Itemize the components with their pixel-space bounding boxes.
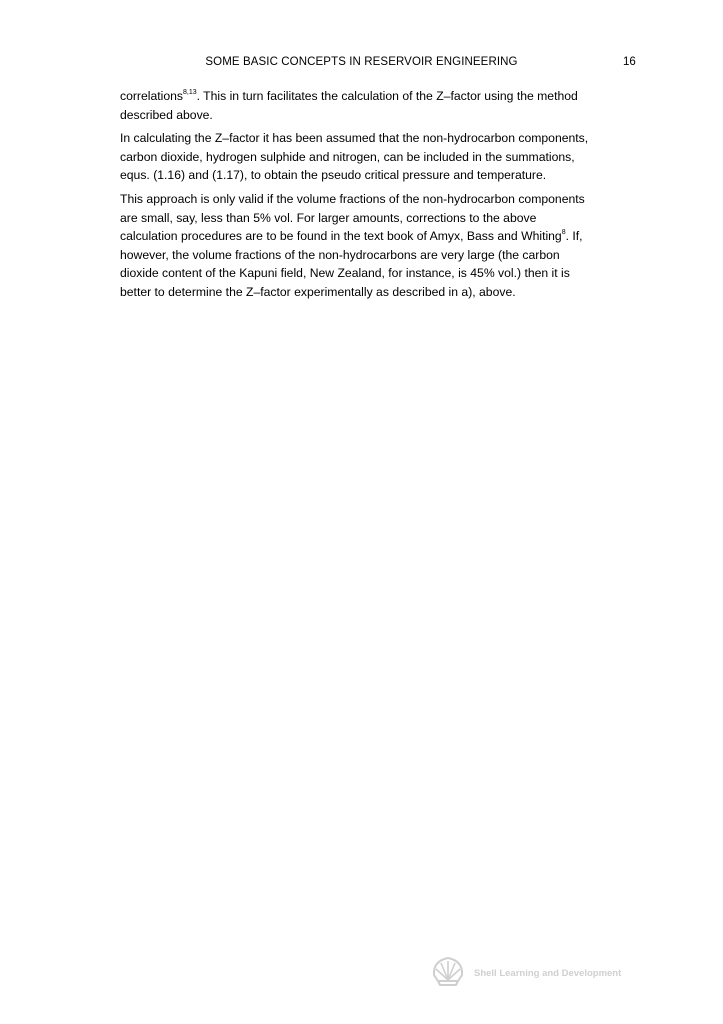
text-segment: . This in turn facilitates the calculation of the Z–factor using the method	[196, 89, 578, 103]
text-line: This approach is only valid if the volume fractions of the non-hydrocarbon components	[120, 191, 585, 206]
text-line	[120, 227, 640, 246]
text-line	[120, 87, 640, 106]
paragraph-2	[120, 129, 640, 185]
paragraph-1	[120, 87, 640, 124]
text-line: described above.	[120, 107, 213, 122]
text-line: dioxide content of the Kapuni field, New Zealand, for instance, is 45% vol.) then it is	[120, 266, 570, 281]
body-text	[120, 87, 640, 307]
paragraph-3	[120, 190, 640, 302]
text-segment: calculation procedures are to be found in the text book of Amyx, Bass and Whiting	[120, 229, 562, 244]
citation-superscript: 8,13	[183, 89, 197, 96]
footer-brand-text: Shell Learning and Development	[474, 968, 622, 979]
text-segment: . If,	[565, 229, 583, 244]
citation-superscript: 8	[561, 229, 566, 237]
text-line: In calculating the Z–factor it has been assumed that the non-hydrocarbon components,	[120, 131, 589, 146]
text-line: better to determine the Z–factor experimentally as described in a), above.	[120, 284, 516, 299]
shell-logo-svg	[430, 953, 466, 989]
text-line: carbon dioxide, hydrogen sulphide and nitrogen, can be included in the summations,	[120, 149, 575, 164]
page-number: 16	[623, 56, 636, 68]
text-line: equs. (1.16) and (1.17), to obtain the pseudo critical pressure and temperature.	[120, 168, 547, 183]
page-header-title: SOME BASIC CONCEPTS IN RESERVOIR ENGINEERING	[205, 56, 518, 68]
text-segment: correlations	[120, 89, 183, 103]
text-line: are small, say, less than 5% vol. For larger amounts, corrections to the above	[120, 210, 537, 225]
text-line: however, the volume fractions of the non-hydrocarbons are very large (the carbon	[120, 247, 560, 262]
shell-logo-icon	[430, 953, 466, 989]
